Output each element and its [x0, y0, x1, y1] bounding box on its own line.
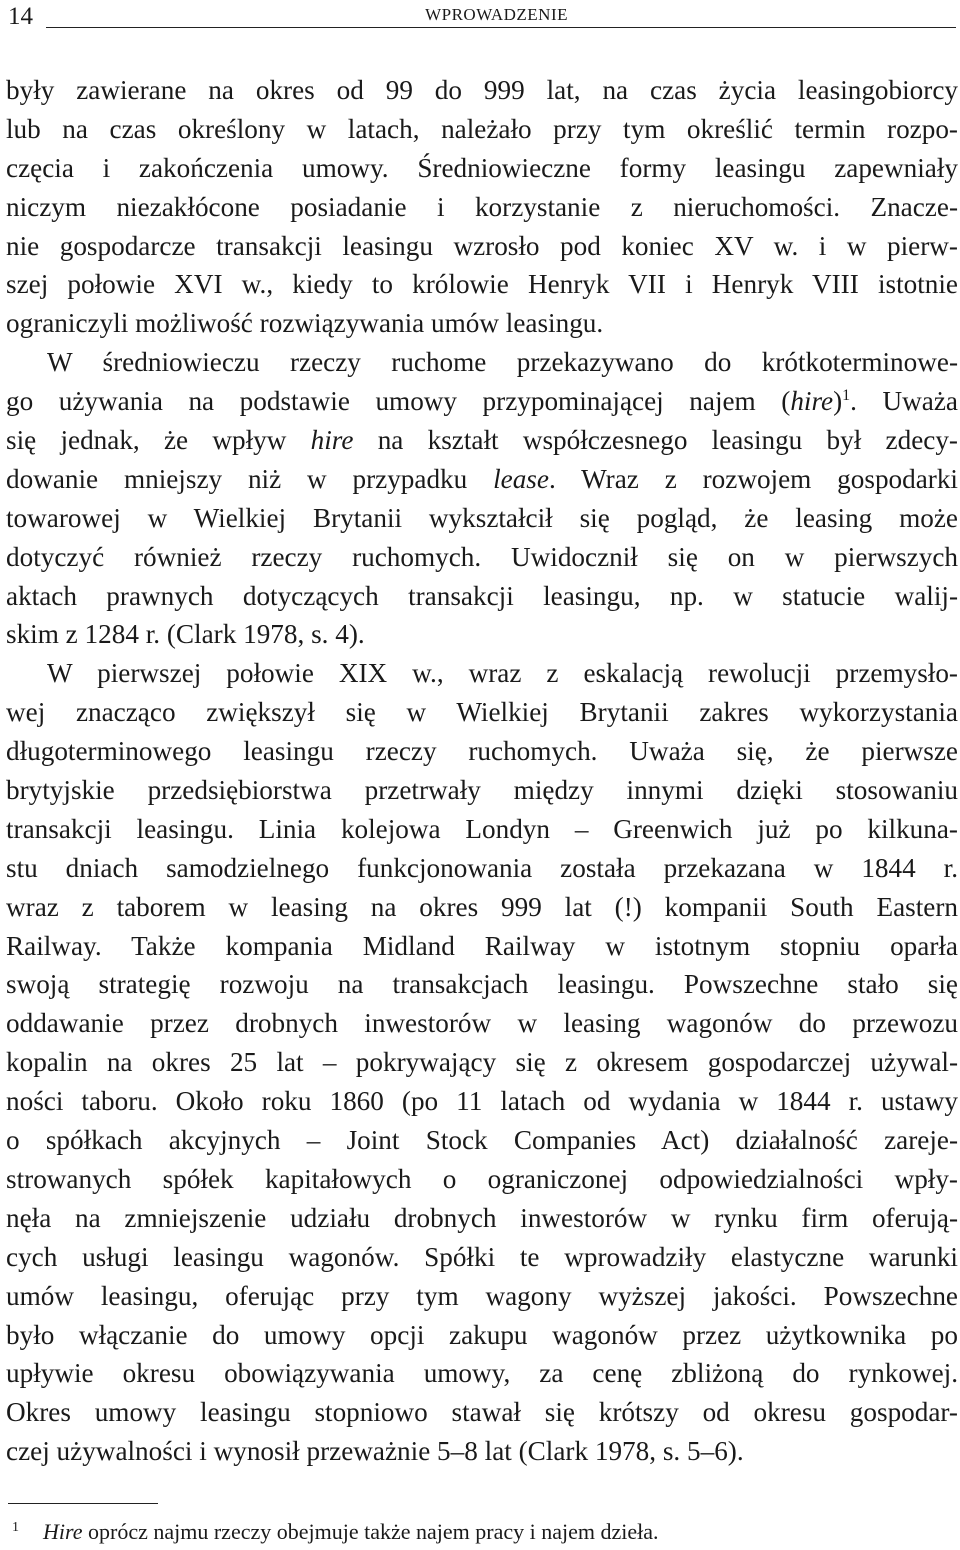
text-line: częcia i zakończenia umowy. Średniowieczne formy leasingu zapewniały	[6, 152, 958, 183]
text-line: niczym niezakłócone posiadanie i korzystanie z nieruchomości. Znacze-	[6, 191, 958, 222]
text-line: wej znacząco zwiększył się w Wielkiej Brytanii zakres wykorzystania	[6, 697, 958, 728]
text-line: długoterminowego leasingu rzeczy ruchomych. Uważa się, że pierwsze	[6, 736, 958, 767]
running-head: WPROWADZENIE	[425, 5, 568, 24]
text-line: towarowej w Wielkiej Brytanii wykształcił się pogląd, że leasing może	[6, 502, 958, 533]
text-line: brytyjskie przedsiębiorstwa przetrwały między innymi dzięki stosowaniu	[6, 775, 958, 806]
text-line: były zawierane na okres od 99 do 999 lat, na czas życia leasingobiorcy	[6, 75, 958, 105]
footnote-term: Hire	[43, 1519, 83, 1544]
text-line: czej używalności i wynosił przeważnie 5–8 lat (Clark 1978, s. 5–6).	[6, 1436, 744, 1467]
header-rule	[46, 27, 956, 28]
text-line: strowanych spółek kapitałowych o ograniczonej odpowiedzialności wpły-	[6, 1163, 958, 1194]
text-line: transakcji leasingu. Linia kolejowa Londyn – Greenwich już po kilkuna-	[6, 813, 958, 844]
text-line: wraz z taborem w leasing na okres 999 lat (!) kompanii South Eastern	[6, 891, 958, 922]
footnote	[12, 1514, 659, 1546]
text-line: dotyczyć również rzeczy ruchomych. Uwidocznił się on w pierwszych	[6, 541, 958, 572]
page-header	[6, 0, 956, 36]
text-line: szej połowie XVI w., kiedy to królowie Henryk VII i Henryk VIII istotnie	[6, 269, 958, 300]
text-line: swoją strategię rozwoju na transakcjach leasingu. Powszechne stało się	[6, 969, 958, 1000]
text-line: go używania na podstawie umowy przypominającej najem (hire)$^1$. Uważa	[6, 386, 958, 417]
text-line: lub na czas określony w latach, należało przy tym określić termin rozpo-	[6, 113, 958, 144]
text-line: umów leasingu, oferując przy tym wagony wyższej jakości. Powszechne	[6, 1280, 958, 1311]
footnote-rule	[8, 1503, 158, 1504]
text-line: nie gospodarcze transakcji leasingu wzrosło pod koniec XV w. i w pierw-	[6, 230, 958, 261]
text-line: dowanie mniejszy niż w przypadku lease. Wraz z rozwojem gospodarki	[6, 463, 958, 494]
footnote-text: oprócz najmu rzeczy obejmuje także najem pracy i najem dzieła.	[82, 1519, 659, 1544]
text-line: upływie okresu obowiązywania umowy, za cenę zbliżoną do rynkowej.	[6, 1358, 958, 1389]
text-line: o spółkach akcyjnych – Joint Stock Companies Act) działalność zareje-	[6, 1125, 958, 1156]
text-line: nęła na zmniejszenie udziału drobnych inwestorów w rynku firm oferują-	[6, 1202, 958, 1233]
footnote-marker: 1	[12, 1520, 19, 1535]
text-line: W średniowieczu rzeczy ruchome przekazywano do krótkoterminowe-	[47, 347, 958, 378]
text-line: stu dniach samodzielnego funkcjonowania została przekazana w 1844 r.	[6, 852, 958, 883]
text-line: aktach prawnych dotyczących transakcji leasingu, np. w statucie walij-	[6, 580, 958, 611]
text-line: cych usługi leasingu wagonów. Spółki te wprowadziły elastyczne warunki	[6, 1241, 958, 1272]
text-line: Okres umowy leasingu stopniowo stawał się krótszy od okresu gospodar-	[6, 1397, 958, 1428]
body-text	[6, 71, 958, 1471]
text-line: W pierwszej połowie XIX w., wraz z eskalacją rewolucji przemysło-	[47, 658, 958, 689]
text-line: ności taboru. Około roku 1860 (po 11 latach od wydania w 1844 r. ustawy	[6, 1086, 958, 1117]
text-line: Railway. Także kompania Midland Railway w istotnym stopniu oparła	[6, 930, 958, 961]
text-line: skim z 1284 r. (Clark 1978, s. 4).	[6, 619, 365, 650]
text-line: było włączanie do umowy opcji zakupu wagonów przez użytkownika po	[6, 1319, 958, 1350]
text-line: kopalin na okres 25 lat – pokrywający się z okresem gospodarczej używal-	[6, 1047, 958, 1078]
page-number: 14	[8, 3, 33, 30]
text-line: ograniczyli możliwość rozwiązywania umów leasingu.	[6, 308, 604, 339]
text-line: się jednak, że wpływ hire na kształt współczesnego leasingu był zdecy-	[6, 425, 958, 456]
text-line: oddawanie przez drobnych inwestorów w leasing wagonów do przewozu	[6, 1008, 958, 1039]
